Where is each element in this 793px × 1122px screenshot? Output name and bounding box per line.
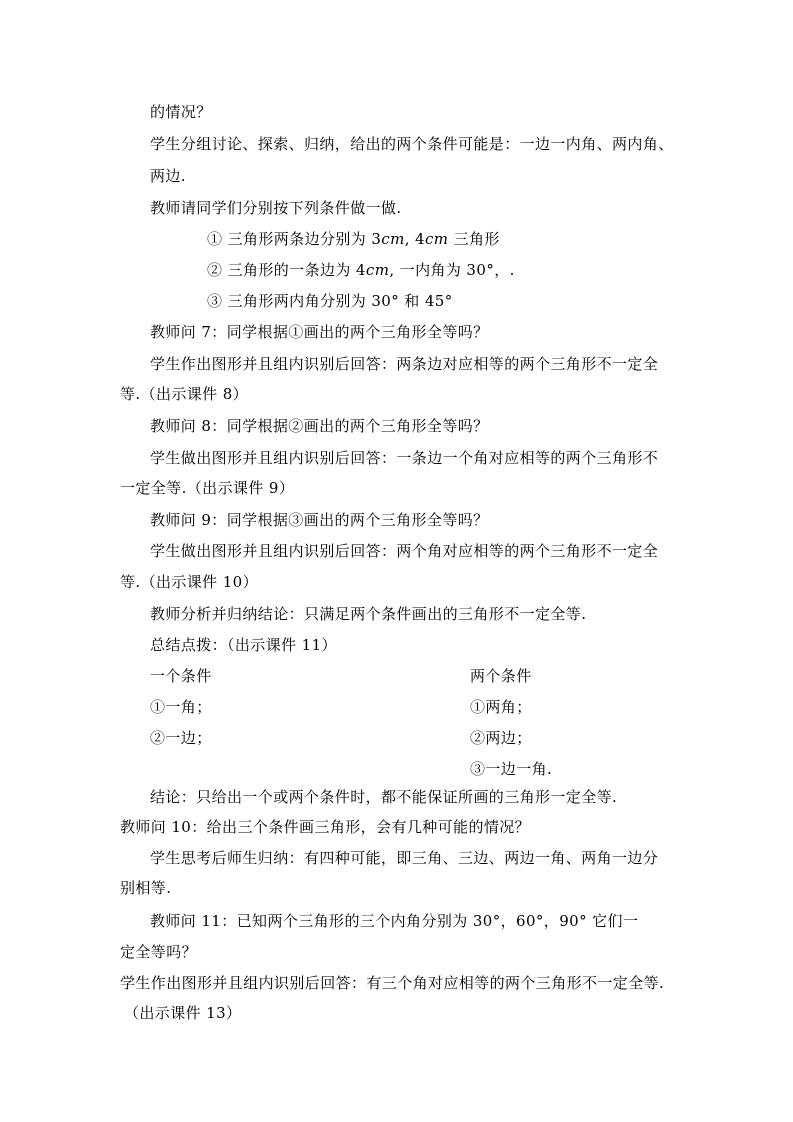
text-line: （出示课件 13） bbox=[124, 1004, 242, 1022]
text-line: 学生思考后师生归纳：有四种可能，即三角、三边、两边一角、两角一边分 bbox=[150, 849, 659, 867]
condition-item-1: ① 三角形两条边分别为 3cm, 4cm 三角形 bbox=[207, 230, 500, 248]
text-line: 学生做出图形并且组内识别后回答：一条边一个角对应相等的两个三角形不 bbox=[150, 449, 659, 467]
text-line: 定全等吗？ bbox=[120, 943, 198, 961]
text-line: 教师问 8：同学根据②画出的两个三角形全等吗？ bbox=[150, 417, 489, 435]
summary-left-item: ②一边； bbox=[150, 729, 212, 747]
text-line: 总结点拨：（出示课件 11） bbox=[150, 636, 337, 654]
text-line: 教师问 11：已知两个三角形的三个内角分别为 30°，60°，90° 它们一 bbox=[150, 912, 639, 930]
condition-item-3: ③ 三角形两内角分别为 30° 和 45° bbox=[207, 292, 453, 310]
text-line: 等.（出示课件 10） bbox=[120, 573, 259, 591]
text-line: 结论：只给出一个或两个条件时，都不能保证所画的三角形一定全等. bbox=[150, 788, 618, 806]
condition-item-2: ② 三角形的一条边为 4cm, 一内角为 30°，. bbox=[207, 261, 515, 279]
summary-right-item: ②两边； bbox=[470, 729, 532, 747]
summary-left-header: 一个条件 bbox=[150, 667, 212, 685]
text-line: 教师问 9：同学根据③画出的两个三角形全等吗？ bbox=[150, 511, 489, 529]
text-line: 的情况？ bbox=[150, 103, 212, 121]
text-line: 教师问 10：给出三个条件画三角形，会有几种可能的情况？ bbox=[120, 818, 531, 836]
text-line: 教师分析并归纳结论：只满足两个条件画出的三角形不一定全等. bbox=[150, 605, 587, 623]
text-line: 两边. bbox=[150, 167, 186, 185]
text-line: 教师问 7：同学根据①画出的两个三角形全等吗？ bbox=[150, 323, 489, 341]
text-line: 教师请同学们分别按下列条件做一做. bbox=[150, 199, 402, 217]
text-line: 一定全等.（出示课件 9） bbox=[120, 479, 295, 497]
summary-right-header: 两个条件 bbox=[470, 667, 532, 685]
text-line: 学生分组讨论、探索、归纳，给出的两个条件可能是：一边一内角、两内角、 bbox=[150, 135, 674, 153]
summary-right-item: ③一边一角. bbox=[470, 760, 553, 778]
text-line: 学生作出图形并且组内识别后回答：有三个角对应相等的两个三角形不一定全等. bbox=[120, 974, 665, 992]
text-line: 等.（出示课件 8） bbox=[120, 385, 249, 403]
text-line: 学生做出图形并且组内识别后回答：两个角对应相等的两个三角形不一定全 bbox=[150, 542, 659, 560]
summary-left-item: ①一角； bbox=[150, 698, 212, 716]
text-line: 别相等. bbox=[120, 879, 172, 897]
text-line: 学生作出图形并且组内识别后回答：两条边对应相等的两个三角形不一定全 bbox=[150, 355, 659, 373]
summary-right-item: ①两角； bbox=[470, 698, 532, 716]
